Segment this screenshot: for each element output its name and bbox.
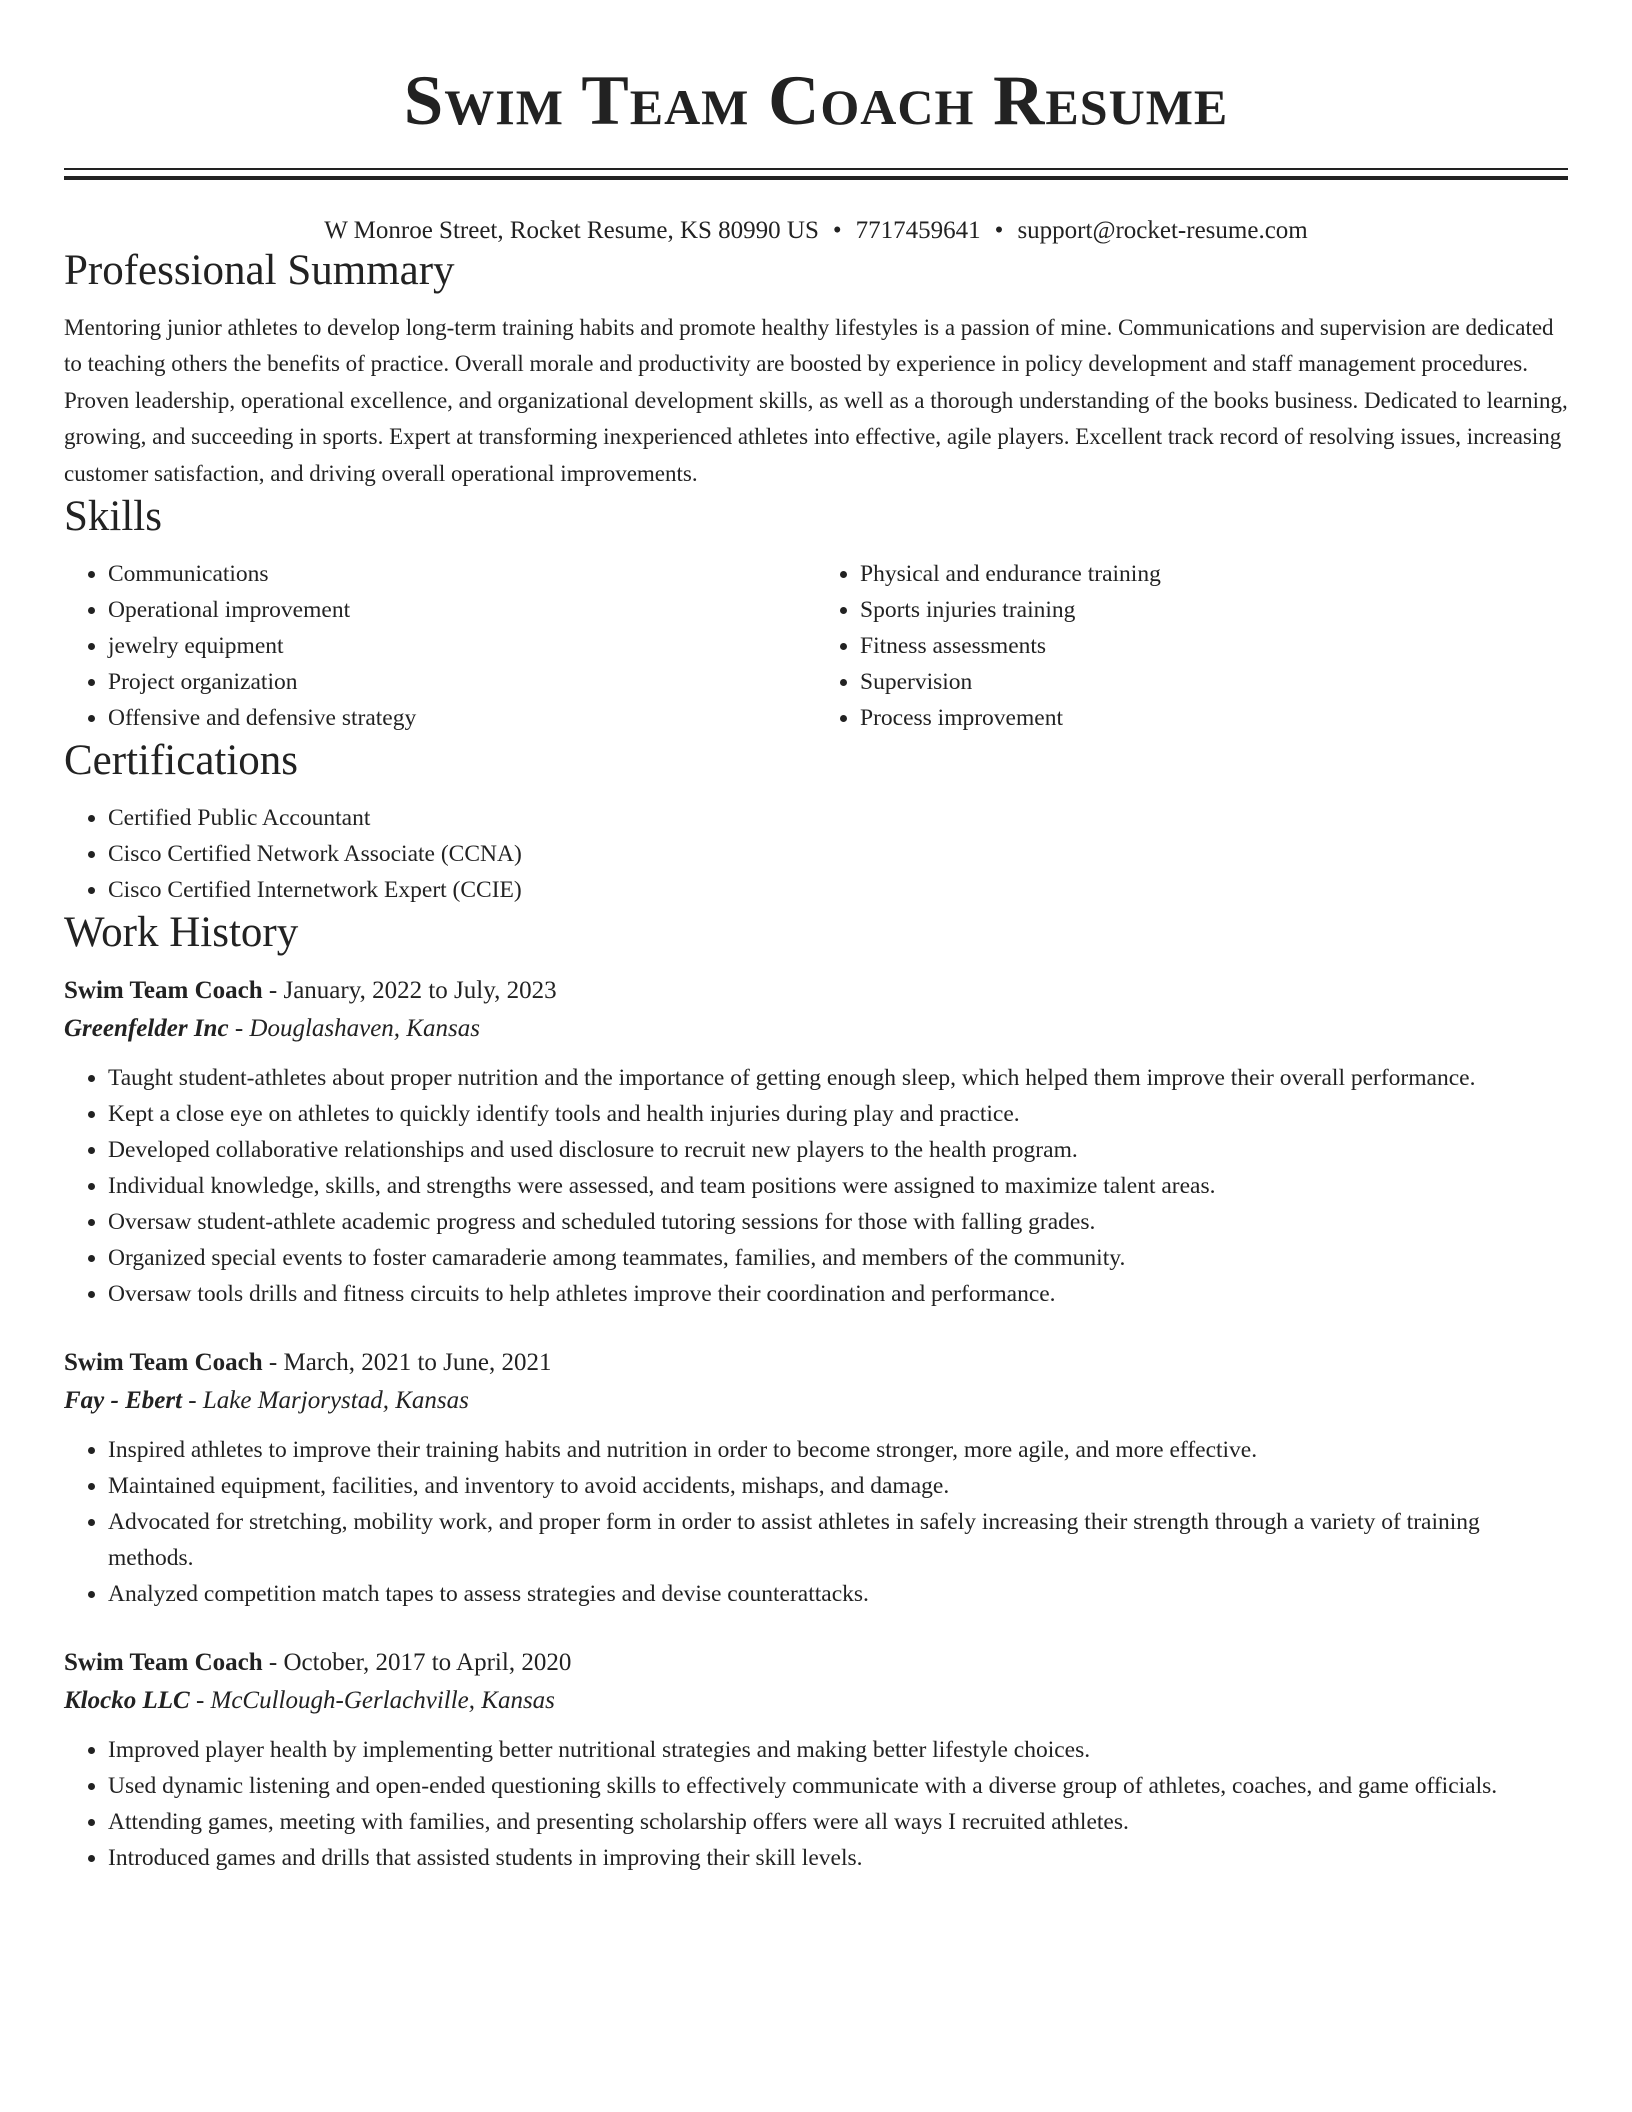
list-item: • Fitness assessments: [860, 628, 1568, 664]
job-bullets: [64, 1060, 1568, 1312]
title-rule-thin: [64, 168, 1568, 170]
skills-list-left: [64, 556, 816, 736]
job-dates: March, 2021 to June, 2021: [283, 1349, 552, 1377]
list-item: • Process improvement: [860, 700, 1568, 736]
job-company-line: Fay - Ebert - Lake Marjorystad, Kansas: [64, 1387, 469, 1415]
list-item: • Individual knowledge, skills, and strengths were assessed, and team positions were assigned to maximize talent areas.: [108, 1168, 1568, 1204]
list-item: • Cisco Certified Network Associate (CCNA): [108, 836, 1568, 872]
list-item: • Project organization: [108, 664, 816, 700]
skills-list-right: [816, 556, 1568, 736]
summary-heading: Professional Summary: [64, 247, 455, 294]
list-item: • Sports injuries training: [860, 592, 1568, 628]
list-item: • jewelry equipment: [108, 628, 816, 664]
job-bullets: [64, 1432, 1568, 1612]
job-dates: October, 2017 to April, 2020: [283, 1649, 572, 1677]
summary-text: Mentoring junior athletes to develop long-term training habits and promote healthy lifestyles is a passion of mine. Communications and supervision are dedicated to teaching others the benefits of practice. Overall morale and productivity are boosted by experience in policy development and staff management procedures. Proven leadership, operational excellence, and organizational development skills, as well as a thorough understanding of the books business. Dedicated to learning, growing, and succeeding in sports. Expert at transforming inexperienced athletes into effective, agile players. Excellent track record of resolving issues, increasing customer satisfaction, and driving overall operational improvements.: [64, 315, 1568, 486]
list-item: • Communications: [108, 556, 816, 592]
list-item: • Maintained equipment, facilities, and inventory to avoid accidents, mishaps, and damage.: [108, 1468, 1568, 1504]
work-history-heading: Work History: [64, 909, 299, 957]
list-item: • Analyzed competition match tapes to assess strategies and devise counterattacks.: [108, 1576, 1568, 1612]
list-item: • Offensive and defensive strategy: [108, 700, 816, 736]
job-entry: [64, 1344, 1568, 1612]
job-location: Lake Marjorystad, Kansas: [202, 1387, 469, 1415]
job-entry: [64, 1644, 1568, 1876]
list-item: • Used dynamic listening and open-ended questioning skills to effectively communicate with a diverse group of athletes, coaches, and game officials.: [108, 1768, 1568, 1804]
contact-address: W Monroe Street, Rocket Resume, KS 80990 US: [324, 217, 819, 244]
contact-phone: 7717459641: [855, 217, 981, 244]
list-item: • Operational improvement: [108, 592, 816, 628]
list-item: • Taught student-athletes about proper nutrition and the importance of getting enough sleep, which helped them improve their overall performance.: [108, 1060, 1568, 1096]
job-company: Greenfelder Inc: [64, 1015, 229, 1043]
job-header: Swim Team Coach - March, 2021 to June, 2021: [64, 1349, 552, 1377]
certifications-list: [64, 800, 1568, 908]
list-item: • Certified Public Accountant: [108, 800, 1568, 836]
list-item: • Oversaw tools drills and fitness circuits to help athletes improve their coordination and performance.: [108, 1276, 1568, 1312]
job-company: Fay - Ebert: [64, 1387, 183, 1415]
job-company: Klocko LLC: [64, 1687, 190, 1715]
contact-separator: •: [832, 217, 842, 244]
list-item: • Oversaw student-athlete academic progress and scheduled tutoring sessions for those with falling grades.: [108, 1204, 1568, 1240]
job-company-line: Greenfelder Inc - Douglashaven, Kansas: [64, 1015, 480, 1043]
list-item: • Advocated for stretching, mobility work, and proper form in order to assist athletes in safely increasing their strength through a variety of training methods.: [108, 1504, 1568, 1576]
skills-columns: [64, 556, 1568, 736]
job-location: Douglashaven, Kansas: [249, 1015, 480, 1043]
certifications-heading: Certifications: [64, 737, 299, 785]
skills-heading: Skills: [64, 493, 162, 541]
job-header: Swim Team Coach - October, 2017 to April, 2020: [64, 1649, 572, 1677]
job-role: Swim Team Coach: [64, 977, 263, 1005]
list-item: • Supervision: [860, 664, 1568, 700]
contact-separator: •: [994, 217, 1004, 244]
job-entry: [64, 972, 1568, 1312]
contact-line: [64, 216, 1568, 246]
list-item: • Attending games, meeting with families, and presenting scholarship offers were all ways I recruited athletes.: [108, 1804, 1568, 1840]
job-role: Swim Team Coach: [64, 1649, 263, 1677]
list-item: • Improved player health by implementing better nutritional strategies and making better lifestyle choices.: [108, 1732, 1568, 1768]
job-bullets: [64, 1732, 1568, 1876]
job-role: Swim Team Coach: [64, 1349, 263, 1377]
resume-title: Swim Team Coach Resume: [403, 62, 1229, 140]
list-item: • Kept a close eye on athletes to quickly identify tools and health injuries during play and practice.: [108, 1096, 1568, 1132]
contact-email: support@rocket-resume.com: [1017, 217, 1308, 244]
list-item: • Inspired athletes to improve their training habits and nutrition in order to become stronger, more agile, and more effective.: [108, 1432, 1568, 1468]
title-rule-thick: [64, 176, 1568, 180]
list-item: • Organized special events to foster camaraderie among teammates, families, and members of the community.: [108, 1240, 1568, 1276]
list-item: • Developed collaborative relationships and used disclosure to recruit new players to the health program.: [108, 1132, 1568, 1168]
list-item: • Cisco Certified Internetwork Expert (CCIE): [108, 872, 1568, 908]
job-dates: January, 2022 to July, 2023: [283, 977, 557, 1005]
job-location: McCullough-Gerlachville, Kansas: [210, 1687, 555, 1715]
list-item: • Introduced games and drills that assisted students in improving their skill levels.: [108, 1840, 1568, 1876]
job-header: Swim Team Coach - January, 2022 to July, 2023: [64, 977, 557, 1005]
job-company-line: Klocko LLC - McCullough-Gerlachville, Kansas: [64, 1687, 555, 1715]
list-item: • Physical and endurance training: [860, 556, 1568, 592]
